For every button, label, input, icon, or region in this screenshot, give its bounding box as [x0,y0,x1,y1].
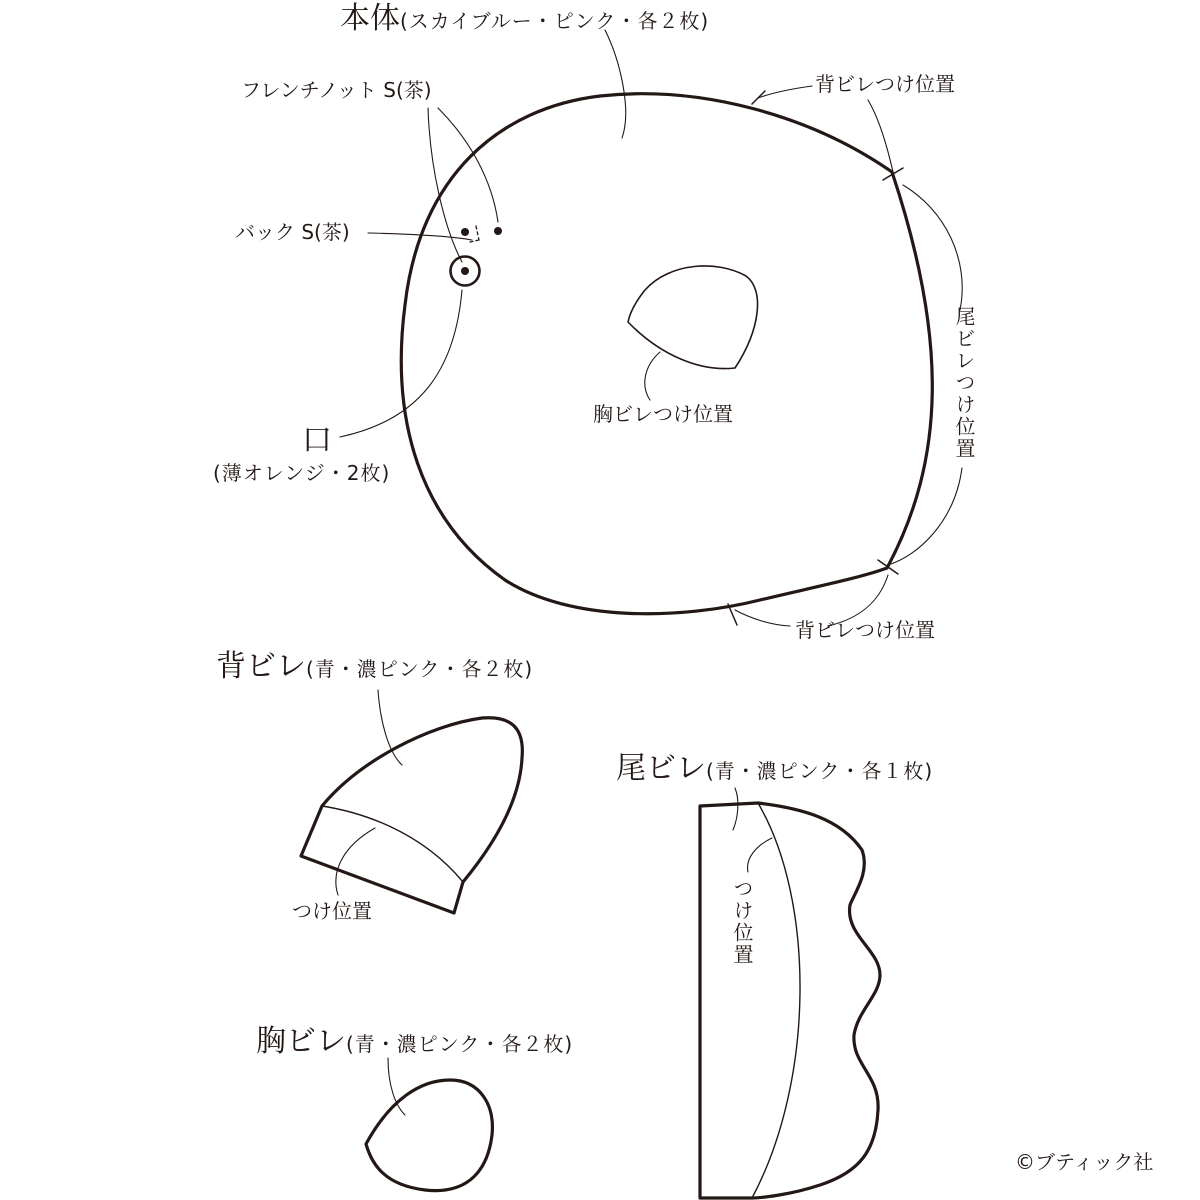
tail-fin-title [616,751,934,786]
tail-fin-title-detail: (青・濃ピンク・各１枚) [706,759,934,783]
dorsal-fin-title [216,649,534,684]
pectoral-fin-position [628,266,758,369]
mouth-title: 口 [302,423,332,458]
pectoral-fin-outline [366,1080,492,1191]
french-knot-label: フレンチノット S(茶) [241,78,432,102]
dorsal-fin-title-main: 背ビレ [216,649,306,684]
tail-fin-position-label: 尾ビレつけ位置 [952,306,976,460]
body-title [340,1,710,36]
leader-tail [903,185,962,310]
leader-pectoral-fin-title [388,1058,405,1115]
pectoral-fin-title [256,1024,574,1059]
dorsal-fin-outline [301,718,522,913]
tail-fin-title-main: 尾ビレ [616,751,706,786]
french-knot-dot-1 [461,228,469,236]
leader-dorsal-top-2 [868,100,893,172]
back-stitch-label: バック S(茶) [235,220,350,244]
leader-pectoral [645,352,660,400]
tail-fin-attach-line [752,803,800,1198]
leader-tail-2 [888,468,962,565]
tail-fin-outline [700,803,880,1198]
body-title-detail: (スカイブルー・ピンク・各２枚) [400,9,710,33]
leader-french-knot-2 [438,108,498,222]
french-knot-dot-2 [494,227,502,235]
tail-fin-attach-label: つけ位置 [730,878,754,966]
pectoral-fin-title-detail: (青・濃ピンク・各２枚) [346,1032,574,1056]
back-stitch-1 [476,226,479,240]
leader-tail-fin-title [733,788,738,830]
leader-dorsal-fin-attach [336,828,375,895]
dorsal-fin-attach-label: つけ位置 [292,899,372,923]
dorsal-fin-position-label-top: 背ビレつけ位置 [815,72,955,96]
leader-body-title [605,30,626,138]
body-title-main: 本体 [340,1,400,36]
leader-tail-fin-attach [748,838,772,872]
leader-dorsal-fin-title [378,690,402,765]
mouth-detail: (薄オレンジ・2枚) [213,461,391,485]
dorsal-fin-title-detail: (青・濃ピンク・各２枚) [306,657,534,681]
body-outline [401,94,932,614]
mouth-center-dot [461,267,469,275]
pectoral-fin-title-main: 胸ビレ [256,1024,346,1059]
leader-dorsal-top [758,86,812,98]
dorsal-fin-position-label-bottom: 背ビレつけ位置 [795,618,935,642]
leader-dorsal-bottom [735,610,790,626]
copyright-notice: ©ブティック社 [1015,1150,1154,1174]
pectoral-fin-position-label: 胸ビレつけ位置 [593,402,733,426]
